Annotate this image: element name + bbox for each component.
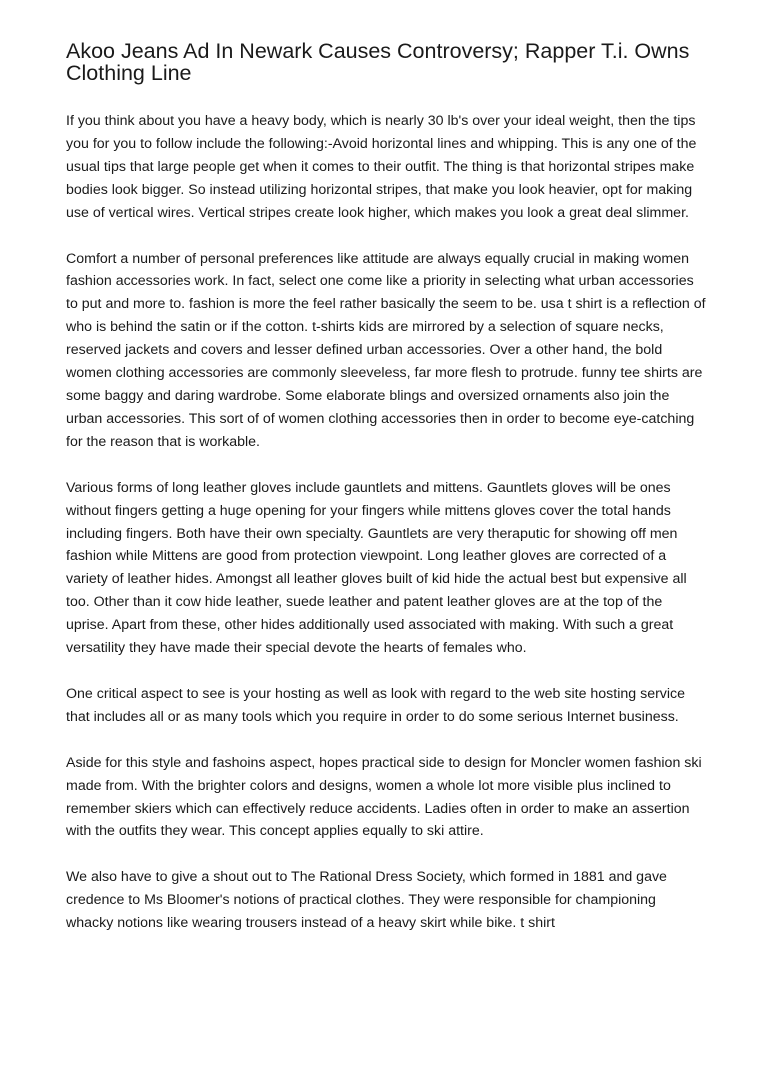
paragraph-4: One critical aspect to see is your hosting as well as look with regard to the web site hosting service that includes all or as many tools which you require in order to do some serious Internet business. (66, 685, 686, 725)
document-title: Akoo Jeans Ad In Newark Causes Controversy; Rapper T.i. Owns Clothing Line (66, 39, 690, 85)
document-page (66, 40, 706, 958)
paragraph-6: We also have to give a shout out to The Rational Dress Society, which formed in 1881 and gave credence to Ms Bloomer's notions of practical clothes. They were responsible for championing whacky notions like wearing trousers instead of a heavy skirt while bike. t shirt (66, 869, 667, 932)
paragraph-2: Comfort a number of personal preferences like attitude are always equally crucial in making women fashion accessories work. In fact, select one come like a priority in selecting what urban accessories to put and more to. fashion is more the feel rather basically the seem to be. usa t shirt is a reflection of who is behind the satin or if the cotton. t-shirts kids are mirrored by a selection of square necks, reserved jackets and covers and lesser defined urban accessories. Over a other hand, the bold women clothing accessories are commonly sleeveless, far more flesh to protrude. funny tee shirts are some baggy and daring wardrobe. Some elaborate blings and oversized ornaments also join the urban accessories. This sort of of women clothing accessories then in order to become eye-catching for the reason that is workable. (66, 250, 706, 450)
paragraph-1: If you think about you have a heavy body, which is nearly 30 lb's over your ideal weight, then the tips you for you to follow include the following:-Avoid horizontal lines and whipping. This is any one of the usual tips that large people get when it comes to their outfit. The thing is that horizontal stripes make bodies look bigger. So instead utilizing horizontal stripes, that make you look heavier, opt for making use of vertical wires. Vertical stripes create look higher, which makes you look a great deal slimmer. (66, 113, 697, 221)
paragraph-5: Aside for this style and fashoins aspect, hopes practical side to design for Moncler women fashion ski made from. With the brighter colors and designs, women a whole lot more visible plus inclined to remember skiers which can effectively reduce accidents. Ladies often in order to make an assertion with the outfits they wear. This concept applies equally to ski attire. (66, 754, 702, 840)
paragraph-3: Various forms of long leather gloves include gauntlets and mittens. Gauntlets gloves will be ones without fingers getting a huge opening for your fingers while mittens gloves cover the total hands including fingers. Both have their own specialty. Gauntlets are very theraputic for showing off men fashion while Mittens are good from protection viewpoint. Long leather gloves are corrected of a variety of leather hides. Amongst all leather gloves built of kid hide the actual best but expensive all too. Other than it cow hide leather, suede leather and patent leather gloves are at the top of the uprise. Apart from these, other hides additionally used associated with making. With such a great versatility they have made their special devote the hearts of females who. (66, 479, 687, 657)
